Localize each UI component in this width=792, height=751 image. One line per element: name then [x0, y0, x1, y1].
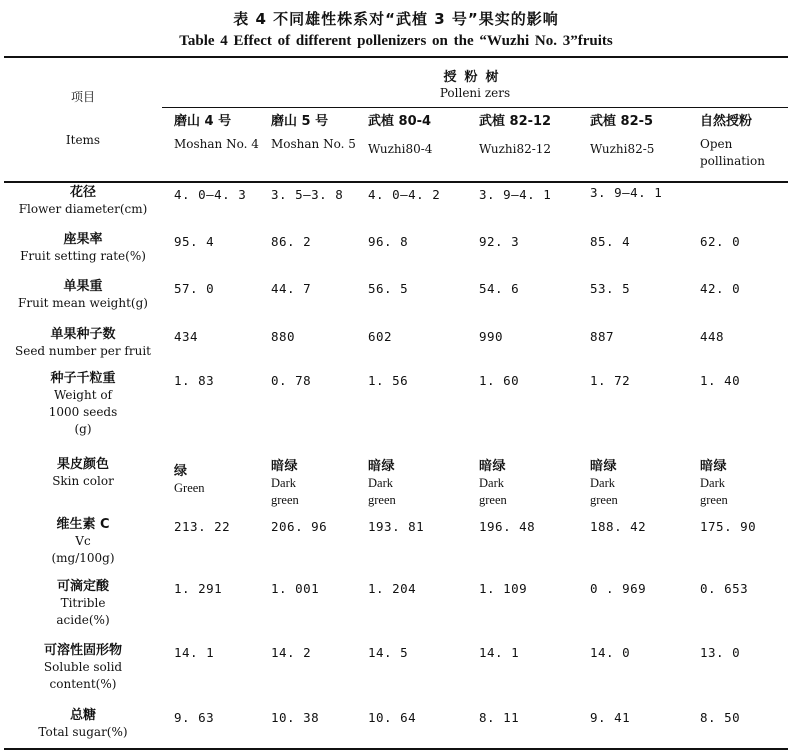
skin-color-cn: 暗绿: [271, 459, 299, 474]
row-label: [4, 516, 162, 567]
skin-color-en: Dark green: [700, 476, 728, 507]
table-cell: 1. 60: [479, 373, 520, 388]
table-cell: 0 . 969: [590, 581, 647, 596]
row-label: [4, 278, 162, 312]
table-cell: 3. 9—4. 1: [479, 187, 552, 202]
table-cell: 1. 72: [590, 373, 631, 388]
table-cell: 1. 109: [479, 581, 528, 596]
row-label-en: Soluble solid content(%): [43, 660, 123, 691]
row-label-en: Fruit setting rate(%): [20, 249, 146, 263]
table-cell: 42. 0: [700, 281, 741, 296]
skin-color-cn: 绿: [174, 464, 188, 479]
table-cell: 175. 90: [700, 519, 757, 534]
table-cell: 54. 6: [479, 281, 520, 296]
pollenizers-header-en: Polleni zers: [439, 86, 511, 100]
skin-color-cn: 暗绿: [700, 459, 728, 474]
top-rule: [4, 56, 788, 58]
column-header: [700, 113, 778, 170]
skin-color-cn: 暗绿: [368, 459, 396, 474]
skin-color-en: Dark green: [271, 476, 299, 507]
table-title-cn: 表 4 不同雄性株系对“武植 3 号”果实的影响: [233, 10, 559, 28]
skin-color-en: Dark green: [479, 476, 507, 507]
table-cell: [700, 458, 736, 509]
table-cell: 196. 48: [479, 519, 536, 534]
table-cell: 0. 78: [271, 373, 312, 388]
row-label: [4, 707, 162, 741]
column-header-en: Wuzhi82-12: [479, 142, 552, 156]
table-cell: 14. 1: [174, 645, 215, 660]
column-header-cn: 武植 82-12: [479, 114, 552, 129]
table-cell: 193. 81: [368, 519, 425, 534]
row-label: [4, 642, 162, 693]
table-cell: 95. 4: [174, 234, 215, 249]
row-label-en: Weight of 1000 seeds (g): [48, 388, 118, 436]
row-label-cn: 可溶性固形物: [43, 643, 122, 658]
items-header-cn: 项目: [70, 90, 95, 104]
table-cell: 1. 56: [368, 373, 409, 388]
table-cell: 86. 2: [271, 234, 312, 249]
column-header-en: Moshan No. 5: [271, 137, 356, 151]
table-cell: 14. 0: [590, 645, 631, 660]
row-label-cn: 果皮颜色: [56, 457, 109, 472]
table-cell: 53. 5: [590, 281, 631, 296]
skin-color-cn: 暗绿: [590, 459, 618, 474]
column-header-cn: 武植 80-4: [368, 114, 432, 129]
row-label-cn: 可滴定酸: [56, 579, 109, 594]
skin-color-en: Dark green: [590, 476, 618, 507]
row-label: [4, 456, 162, 490]
table-cell: 206. 96: [271, 519, 328, 534]
row-label: [4, 578, 162, 629]
table-cell: 85. 4: [590, 234, 631, 249]
table-cell: 990: [479, 329, 504, 344]
table-cell: 1. 001: [271, 581, 320, 596]
column-header-cn: 磨山 5 号: [271, 114, 329, 129]
column-header: [174, 113, 266, 153]
table-cell: 1. 291: [174, 581, 223, 596]
table-cell: 56. 5: [368, 281, 409, 296]
row-label-cn: 单果种子数: [50, 327, 116, 342]
row-label: [4, 326, 162, 360]
column-header: [271, 113, 363, 153]
row-label-en: Titrible acide(%): [56, 596, 110, 627]
row-label-cn: 维生素 C: [56, 517, 110, 532]
table-cell: 3. 9—4. 1: [590, 185, 663, 200]
table-cell: 62. 0: [700, 234, 741, 249]
table-cell: 92. 3: [479, 234, 520, 249]
table-cell: 14. 2: [271, 645, 312, 660]
skin-color-en: Green: [174, 481, 205, 495]
column-header-cn: 自然授粉: [700, 114, 753, 129]
table-cell: [174, 463, 234, 497]
table-cell: 3. 5—3. 8: [271, 187, 344, 202]
column-header: [479, 113, 571, 158]
row-label-en: Total sugar(%): [38, 725, 128, 739]
table-cell: 434: [174, 329, 199, 344]
header-rule: [4, 181, 788, 183]
column-header-en: Wuzhi82-5: [590, 142, 655, 156]
table-cell: 44. 7: [271, 281, 312, 296]
table-cell: [479, 458, 515, 509]
table-title-en: Table 4 Effect of different pollenizers on the “Wuzhi No. 3”fruits: [179, 33, 613, 49]
row-label-cn: 座果率: [63, 232, 103, 247]
row-label: [4, 370, 162, 438]
table-cell: 213. 22: [174, 519, 231, 534]
row-label-en: Skin color: [52, 474, 114, 488]
bottom-rule: [4, 748, 788, 750]
skin-color-en: Dark green: [368, 476, 396, 507]
column-header-en: Open pollination: [700, 137, 765, 168]
table-cell: 8. 50: [700, 710, 741, 725]
table-cell: 4. 0—4. 3: [174, 187, 247, 202]
items-header-en: Items: [65, 133, 101, 147]
table-cell: 10. 64: [368, 710, 417, 725]
table-cell: 0. 653: [700, 581, 749, 596]
table-cell: 4. 0—4. 2: [368, 187, 441, 202]
row-label-en: Seed number per fruit: [15, 344, 151, 358]
table-cell: [590, 458, 626, 509]
table-cell: 1. 83: [174, 373, 215, 388]
table-cell: 14. 1: [479, 645, 520, 660]
row-label: [4, 184, 162, 218]
table-cell: 13. 0: [700, 645, 741, 660]
row-label-cn: 种子千粒重: [50, 371, 116, 386]
row-label-cn: 单果重: [63, 279, 103, 294]
row-label-en: Fruit mean weight(g): [18, 296, 148, 310]
column-header: [368, 113, 460, 158]
column-header-cn: 武植 82-5: [590, 114, 654, 129]
table-cell: 602: [368, 329, 393, 344]
row-label-en: Flower diameter(cm): [18, 202, 148, 216]
column-header-cn: 磨山 4 号: [174, 114, 232, 129]
table-cell: 14. 5: [368, 645, 409, 660]
table-cell: 448: [700, 329, 725, 344]
table-cell: 188. 42: [590, 519, 647, 534]
column-header-en: Moshan No. 4: [174, 137, 259, 151]
row-label-en: Vc (mg/100g): [51, 534, 115, 565]
skin-color-cn: 暗绿: [479, 459, 507, 474]
pollenizer-subrule: [162, 107, 788, 108]
row-label-cn: 总糖: [69, 708, 96, 723]
column-header-en: Wuzhi80-4: [368, 142, 433, 156]
column-header: [590, 113, 682, 158]
table-cell: [271, 458, 307, 509]
row-label: [4, 231, 162, 265]
table-cell: 96. 8: [368, 234, 409, 249]
pollenizers-header-cn: 授粉树: [443, 70, 507, 85]
table-cell: 887: [590, 329, 615, 344]
table-cell: 8. 11: [479, 710, 520, 725]
table-cell: 9. 63: [174, 710, 215, 725]
table-cell: [368, 458, 404, 509]
table-cell: 1. 40: [700, 373, 741, 388]
row-label-cn: 花径: [69, 185, 96, 200]
table-cell: 10. 38: [271, 710, 320, 725]
table-cell: 57. 0: [174, 281, 215, 296]
table-cell: 880: [271, 329, 296, 344]
table-cell: 9. 41: [590, 710, 631, 725]
table-cell: 1. 204: [368, 581, 417, 596]
